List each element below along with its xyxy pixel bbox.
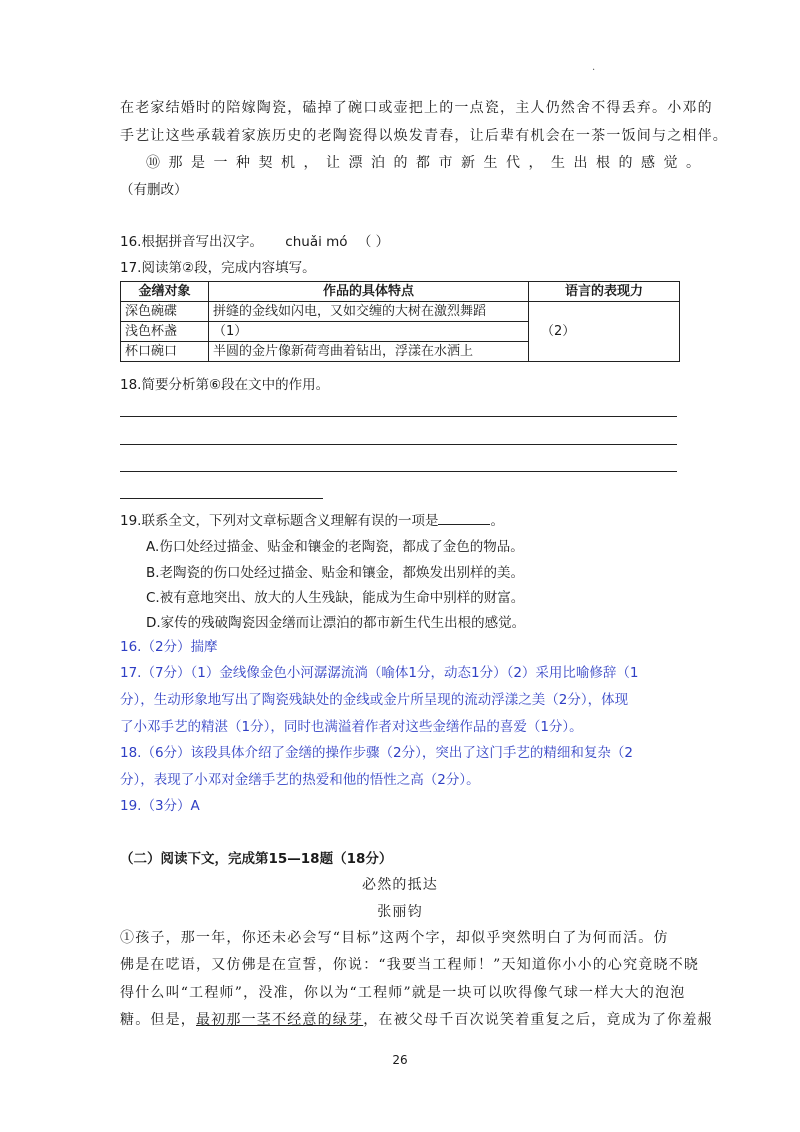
question-text: 19.联系全文，下列对文章标题含义理解有误的一项是 [120,513,439,529]
option-d: D.家传的残破陶瓷因金缮而让漂泊的都市新生代生出根的感觉。 [146,615,526,631]
answer-blank: （ ） [357,234,390,250]
table-cell: 拼缝的金线如闪电，又如交缠的大树在激烈舞蹈 [209,302,529,322]
article-author: 张丽钧 [377,904,423,920]
answer-line-text: 18.（6分）该段具体介绍了金缮的操作步骤（2分），突出了这门手艺的精细和复杂（2 [120,745,633,761]
header-mark: . [592,62,596,73]
fill-table [120,281,680,362]
table-cell: 半圆的金片像新荷弯曲着钻出，浮漾在水洒上 [209,342,529,362]
table-header: 语言的表现力 [529,282,680,302]
paragraph-line [120,1010,713,1030]
article-title: 必然的抵达 [362,877,438,893]
table-cell: 杯口碗口 [121,342,209,362]
answer-line-text: 17.（7分）（1）金线像金色小河潺潺流淌（喻体1分，动态1分）（2）采用比喻修辞（1 [120,665,639,681]
question-19 [120,510,504,531]
page-number: 26 [392,1053,408,1067]
question-16 [120,232,389,252]
paragraph-line: ⑩那是一种契机，让漂泊的都市新生代，生出根的感觉。 [146,155,709,171]
answer-line-text: 分），生动形象地写出了陶瓷残缺处的金线或金片所呈现的流动浮漾之美（2分），体现 [120,692,629,708]
table-row [121,302,680,322]
section-heading: （二）阅读下文，完成第15—18题（18分） [120,851,393,867]
question-text: 16.根据拼音写出汉字。 [120,234,263,250]
table-cell: 浅色杯盏 [121,322,209,342]
paragraph-line: 得什么叫“工程师”，没准，你以为“工程师”就是一块可以吹得像气球一样大大的泡泡 [120,985,686,1001]
answer-line [120,498,323,499]
answer-line-text: 19.（3分）A [120,798,200,814]
paragraph-line: 佛是在呓语，又仿佛是在宣誓，你说：“我要当工程师！”天知道你小小的心究竟晓不晓 [120,957,700,973]
option-b: B.老陶瓷的伤口处经过描金、贴金和镶金，都焕发出别样的美。 [146,565,525,581]
answer-line-text: 了小邓手艺的精湛（1分），同时也满溢着作者对这些金缮作品的喜爱（1分）。 [120,719,583,735]
answer-line-text: 16.（2分）揣摩 [120,639,218,655]
table-header-row [121,282,680,302]
table-header: 金缮对象 [121,282,209,302]
table-cell: （1） [209,322,529,342]
table-cell-expression: （2） [529,302,680,362]
text-span: 糖。但是， [120,1012,196,1028]
answer-line-text: 分），表现了小邓对金缮手艺的热爱和他的悟性之高（2分）。 [120,772,480,788]
answer-line [120,416,677,417]
paragraph-line: 手艺让这些承载着家族历史的老陶瓷得以焕发青春，让后辈有机会在一茶一饭间与之相伴。 [120,128,728,144]
option-c: C.被有意地突出、放大的人生残缺，能成为生命中别样的财富。 [146,590,525,606]
pinyin: chuǎi mó [285,234,348,250]
text-span: ，在被父母千百次说笑着重复之后，竟成为了你羞赧 [363,1012,713,1028]
option-a: A.伤口处经过描金、贴金和镶金的老陶瓷，都成了金色的物品。 [146,539,524,555]
table-header: 作品的具体特点 [209,282,529,302]
question-17: 17.阅读第②段，完成内容填写。 [120,260,316,276]
answer-line [120,471,677,472]
question-end: 。 [490,513,504,529]
answer-line [120,444,677,445]
table-cell: 深色碗碟 [121,302,209,322]
underlined-phrase: 最初那一茎不经意的绿芽 [196,1012,364,1028]
answer-blank [438,510,490,525]
question-18: 18.简要分析第⑥段在文中的作用。 [120,377,330,393]
source-note: （有删改） [120,182,188,198]
paragraph-line: ①孩子，那一年，你还未必会写“目标”这两个字，却似乎突然明白了为何而活。仿 [120,930,669,946]
paragraph-line: 在老家结婚时的陪嫁陶瓷，磕掉了碗口或壶把上的一点瓷，主人仍然舍不得丢弃。小邓的 [120,100,713,116]
